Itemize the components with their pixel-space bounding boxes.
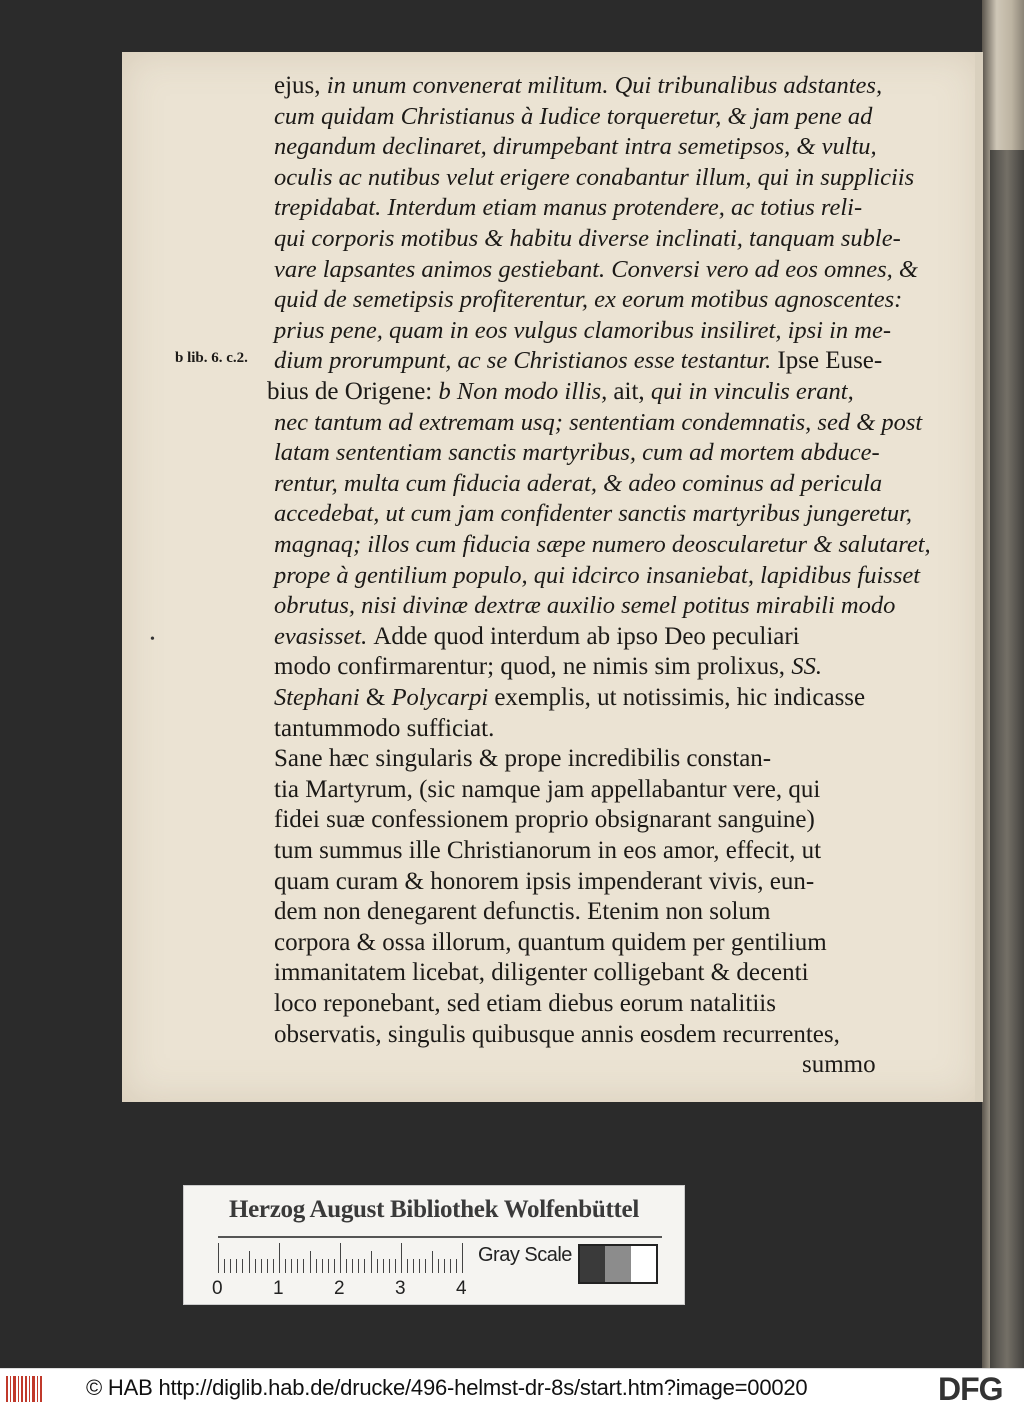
roman-run: Sane hæc singularis & prope incredibilis constan- [274,745,772,773]
ruler-tick [297,1259,298,1273]
ruler-tick [242,1259,243,1273]
ruler-tick [425,1259,426,1273]
ruler-tick [383,1259,384,1273]
library-name: Herzog August Bibliothek Wolfenbüttel [228,1196,639,1223]
text-line [267,378,854,406]
text-line [274,715,494,743]
barcode-icon [6,1376,46,1402]
text-line [274,103,872,131]
barcode-bar [6,1376,8,1402]
ruler-tick [310,1251,311,1273]
ruler-tick [322,1259,323,1273]
italic-run: obrutus, nisi divinæ dextræ auxilio semel potitus mirabili modo [274,592,896,620]
roman-run: tia Martyrum, (sic namque jam appellabantur vere, qui [274,775,821,803]
gray-swatch [580,1246,605,1282]
marginal-note: b lib. 6. c.2. [175,350,248,366]
roman-run: & [365,684,392,711]
ruler-number: 2 [334,1278,345,1299]
italic-run: cum quidam Christianus à Iudice torqueretur, & jam pene ad [274,102,873,130]
text-line [274,959,809,987]
text-line [274,347,882,375]
italic-run: nec tantum ad extremam usq; sententiam condemnatis, sed & post [274,408,923,436]
text-line [274,1021,840,1049]
text-line [274,837,821,865]
barcode-bar [32,1376,35,1402]
ruler-tick [328,1259,329,1273]
ruler-tick [371,1251,372,1273]
text-line [274,286,902,314]
ruler-tick [346,1259,347,1273]
roman-run: dem non denegarent defunctis. Etenim non solum [274,898,771,926]
barcode-bar [37,1376,38,1402]
ruler-tick [334,1259,335,1273]
ruler-tick [401,1243,402,1273]
ruler-tick [432,1251,433,1273]
italic-run: trepidabat. Interdum etiam manus protendere, ac totius reli- [274,194,863,222]
footer-bar [0,1368,1024,1408]
roman-run: corpora & ossa illorum, quantum quidem per gentilium [274,928,827,956]
italic-run: vare lapsantes animos gestiebant. Conversi vero ad eos omnes, & [274,255,918,283]
ruler-tick [407,1259,408,1273]
ruler-tick [450,1259,451,1273]
ruler-number: 0 [212,1278,223,1299]
text-line [274,592,895,620]
text-line [274,653,822,681]
roman-run: loco reponebant, sed etiam diebus eorum natalitiis [274,990,776,1017]
barcode-bar [29,1376,30,1402]
italic-run: prope à gentilium populo, qui idcirco insaniebat, lapidibus fuisset [274,561,921,589]
italic-run: evasisset. [274,622,374,650]
italic-run: b Non modo illis, [438,378,614,405]
roman-run: exemplis, ut notissimis, hic indicasse [494,684,866,711]
text-line [274,776,820,804]
italic-run: SS. [791,653,822,681]
roman-run: ait, [613,378,651,405]
italic-run: qui in vinculis erant, [650,378,854,405]
text-line [274,409,922,437]
book-spine-shadow [990,150,1024,1368]
italic-run: latam sententiam sanctis martyribus, cum ad mortem abduce- [274,439,880,467]
ruler-tick [279,1243,280,1273]
text-line [274,439,880,467]
ruler-tick [377,1259,378,1273]
ruler-tick [224,1259,225,1273]
ruler-tick [230,1259,231,1273]
roman-run: bius de Origene: [267,378,439,405]
text-line [274,990,776,1018]
ruler-tick [255,1259,256,1273]
italic-run: Polycarpi [391,684,495,711]
ruler-number: 1 [273,1278,284,1299]
ruler-tick [285,1259,286,1273]
gray-swatch [605,1246,630,1282]
roman-run: modo confirmarentur; quod, ne nimis sim prolixus, [274,653,792,681]
text-line [802,1051,876,1079]
ruler-tick [303,1259,304,1273]
italic-run: qui corporis motibus & habitu diverse inclinati, tanquam suble- [274,225,901,252]
card-divider [218,1236,662,1238]
ruler-tick [413,1259,414,1273]
scanned-page [122,52,980,1102]
italic-run: negandum declinaret, dirumpebant intra semetipsos, & vultu, [274,133,877,161]
roman-run: summo [802,1051,876,1079]
ruler-tick [340,1243,341,1273]
ruler-tick [358,1259,359,1273]
roman-run: quam curam & honorem ipsis impenderant vivis, eun- [274,867,815,895]
text-line [274,623,800,651]
ruler-tick [273,1259,274,1273]
text-line [274,806,815,834]
ruler-number: 4 [456,1278,467,1299]
barcode-bar [10,1376,11,1402]
roman-run: immanitatem licebat, diligenter colligebant & decenti [274,959,809,987]
centimeter-ruler [218,1243,462,1273]
ruler-tick [444,1259,445,1273]
ruler-tick [249,1251,250,1273]
ruler-tick [291,1259,292,1273]
italic-run: dium prorumpunt, ac se Christianos esse testantur. [274,347,778,375]
ruler-tick [395,1259,396,1273]
barcode-bar [25,1376,27,1402]
text-line [274,562,920,590]
italic-run: Stephani [274,684,366,711]
ruler-tick [389,1259,390,1273]
roman-run: Adde quod interdum ab ipso Deo peculiari [373,622,800,650]
roman-run: Ipse Euse- [777,347,883,375]
ruler-tick [352,1259,353,1273]
ruler-tick [419,1259,420,1273]
barcode-bar [40,1376,42,1402]
ruler-tick [267,1259,268,1273]
text-line [274,929,827,957]
gray-scale-swatches [578,1244,658,1284]
text-line [274,256,918,284]
roman-run: fidei suæ confessionem proprio obsignarant sanguine) [274,806,815,834]
italic-run: rentur, multa cum fiducia aderat, & adeo cominus ad pericula [274,469,883,497]
roman-run: tum summus ille Christianorum in eos amor, effecit, ut [274,837,822,864]
text-line [274,317,891,345]
italic-run: in unum convenerat militum. Qui tribunalibus adstantes, [326,72,883,99]
ruler-tick [438,1259,439,1273]
italic-run: magnaq; illos cum fiducia sæpe numero deoscularetur & salutaret, [274,531,931,558]
roman-run: tantummodo sufficiat. [274,714,495,742]
text-line [274,133,877,161]
text-line [274,500,912,528]
barcode-bar [18,1376,19,1402]
italic-run: quid de semetipsis profiterentur, ex eorum motibus agnoscentes: [274,286,903,314]
text-line [274,164,914,192]
italic-run: prius pene, quam in eos vulgus clamoribus insiliret, ipsi in me- [274,316,891,344]
copyright-url[interactable]: © HAB http://diglib.hab.de/drucke/496-helmst-dr-8s/start.htm?image=00020 [86,1375,808,1400]
roman-run: ejus, [274,72,327,99]
ruler-tick [218,1243,219,1273]
roman-run: observatis, singulis quibusque annis eosdem recurrentes, [274,1020,840,1048]
ruler-tick [261,1259,262,1273]
gray-scale-label: Gray Scale [478,1244,572,1266]
text-line [274,470,882,498]
text-line [274,194,862,222]
italic-run: accedebat, ut cum jam confidenter sanctis martyribus jungeretur, [274,500,913,528]
text-line [274,745,771,773]
text-line [274,72,882,100]
barcode-bar [13,1376,16,1402]
barcode-bar [21,1376,23,1402]
dfg-logo: DFG [938,1371,1003,1407]
italic-run: oculis ac nutibus velut erigere conabantur illum, qui in suppliciis [274,163,915,191]
ruler-tick [364,1259,365,1273]
ruler-tick [462,1243,463,1273]
text-line [274,225,901,253]
text-line [274,531,931,559]
marginal-dot: • [150,632,155,647]
ruler-tick [236,1259,237,1273]
gray-swatch [631,1246,656,1282]
ruler-tick [316,1259,317,1273]
ruler-number: 3 [395,1278,406,1299]
text-line [274,684,865,712]
text-line [274,868,814,896]
text-line [274,898,770,926]
ruler-tick [456,1259,457,1273]
scale-card [183,1185,685,1305]
page-edge [975,52,983,1102]
